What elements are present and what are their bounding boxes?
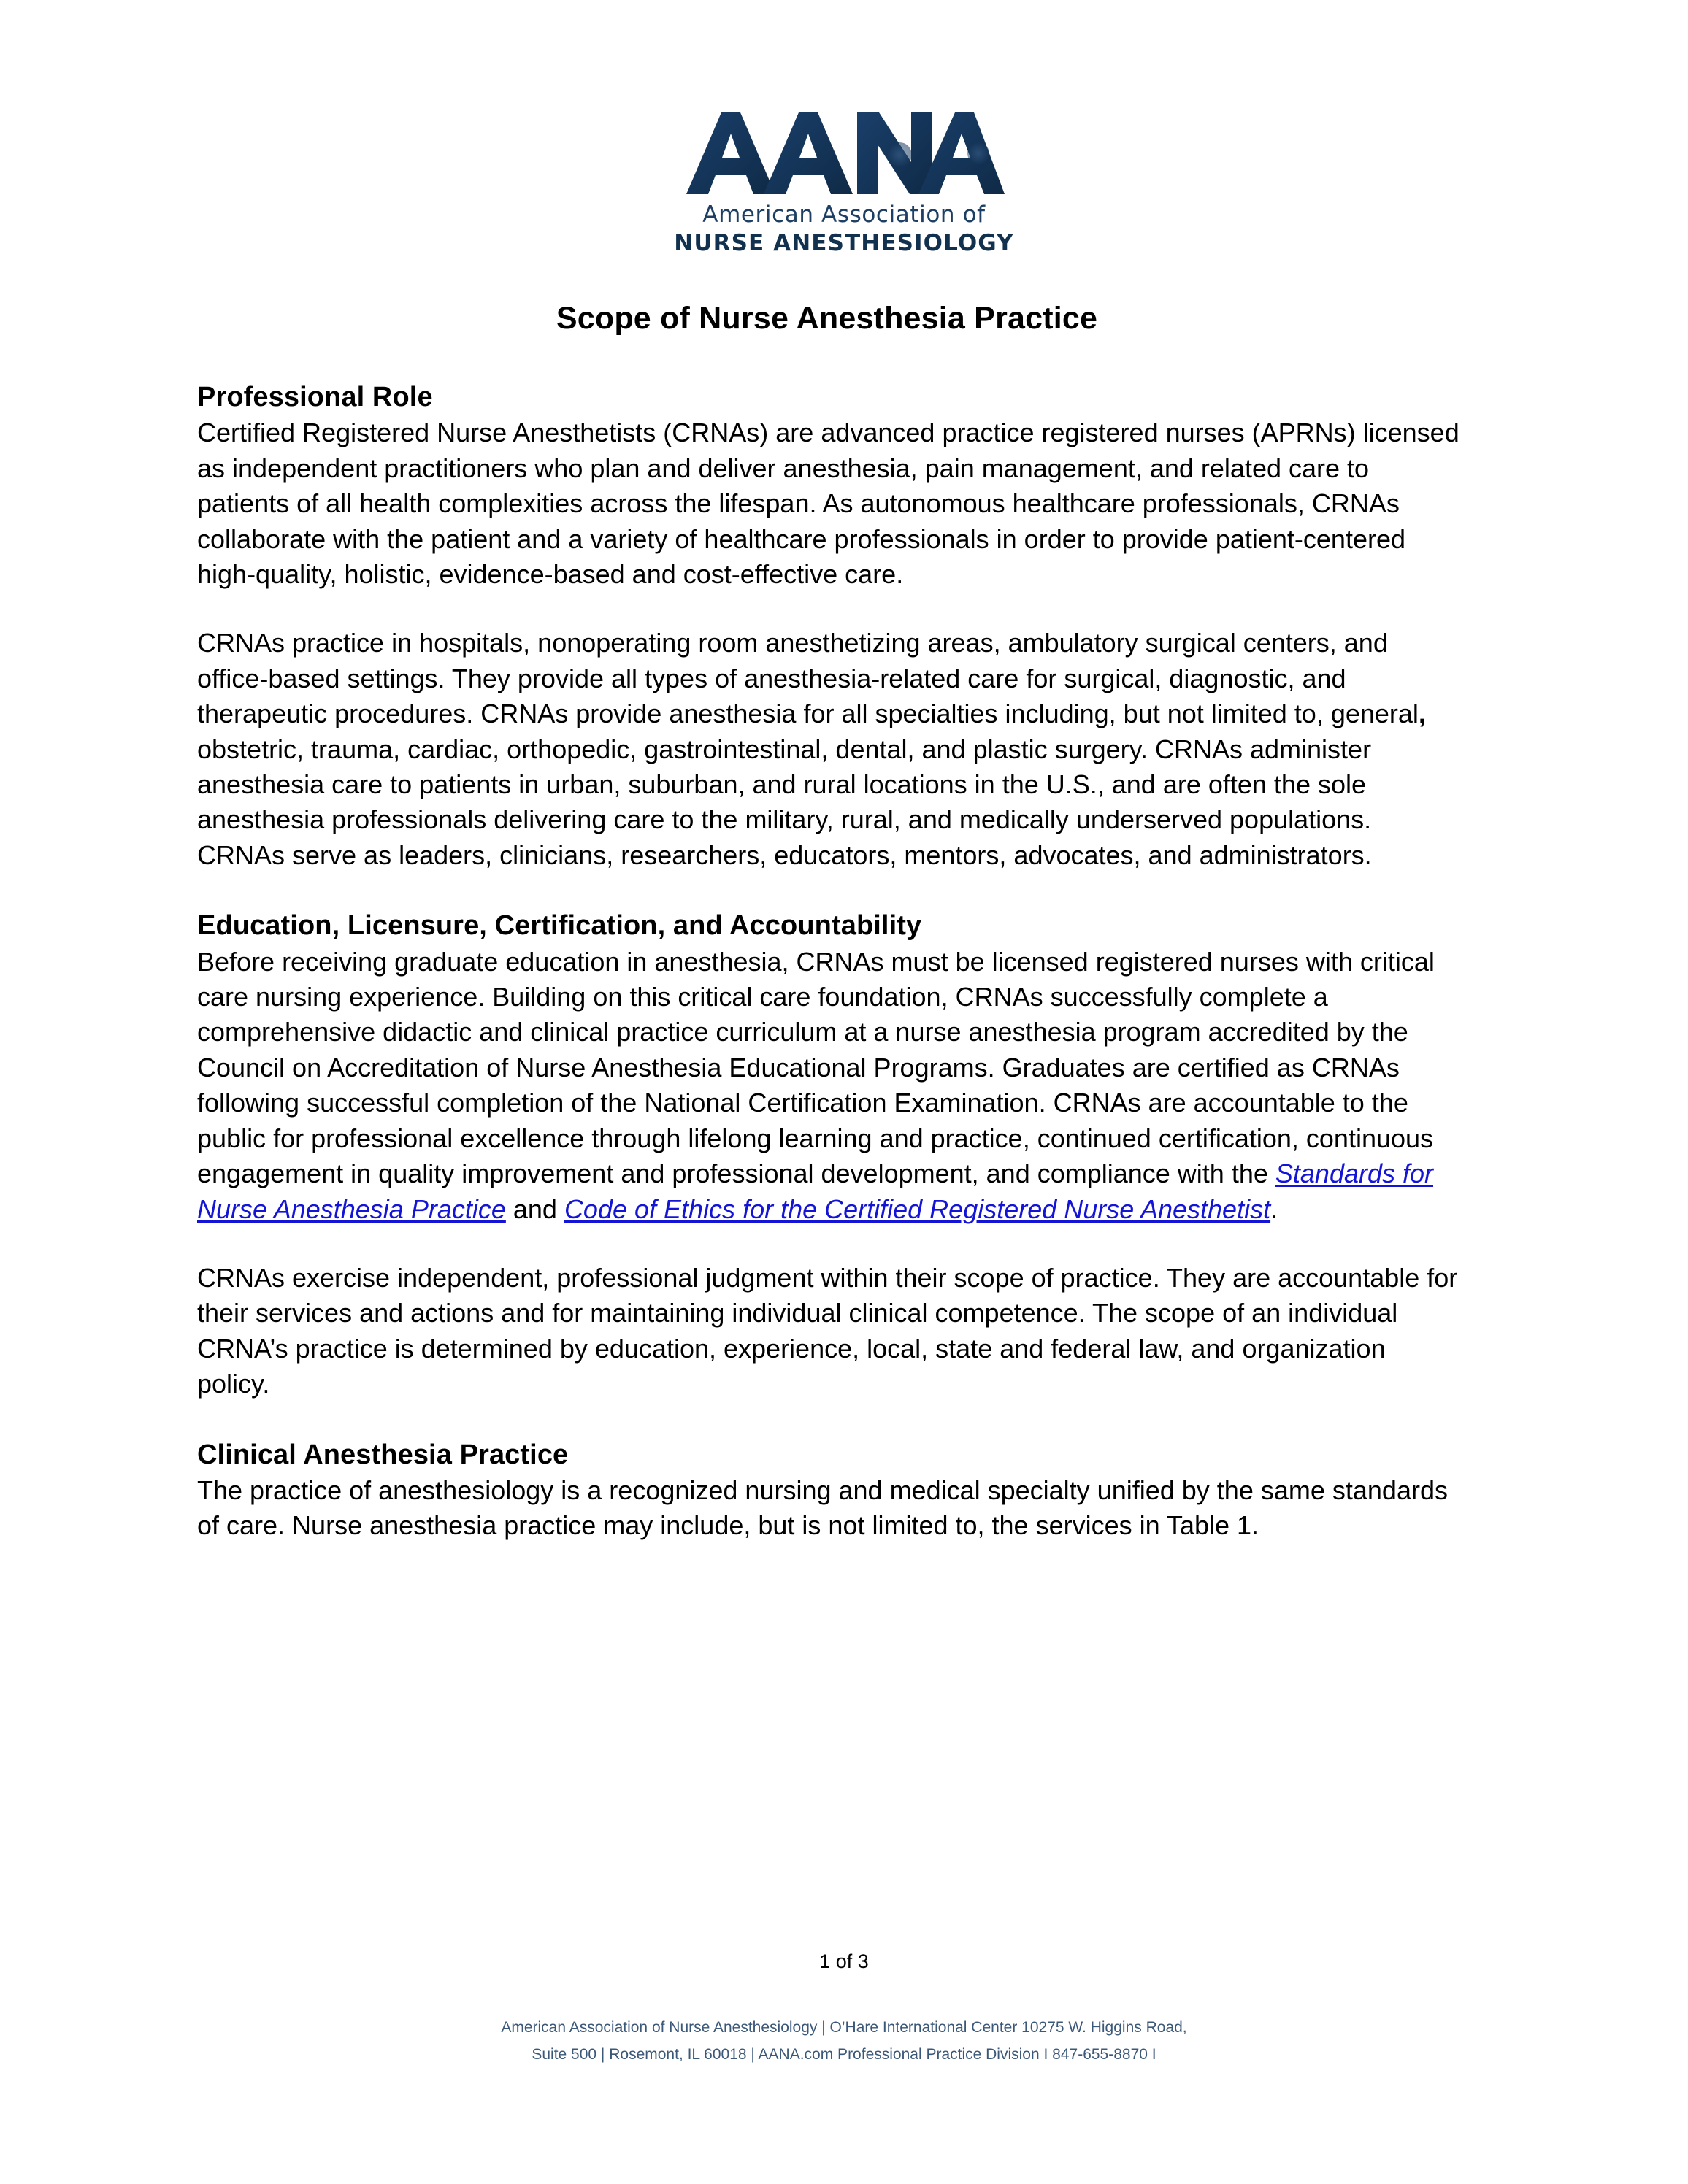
aana-wordmark-icon xyxy=(683,109,1005,197)
aana-logo xyxy=(0,109,1688,257)
document-body xyxy=(197,380,1460,1544)
paragraph-text-part-a: CRNAs practice in hospitals, nonoperating room anesthetizing areas, ambulatory surgical centers, and office-based settings. They provide all types of anesthesia-related care for surgical, diagnostic, and therapeutic procedures. CRNAs provide anesthesia for all specialties including, but not limited to, general xyxy=(197,628,1419,729)
paragraph-education-1 xyxy=(197,945,1460,1227)
footer-address-line1: American Association of Nurse Anesthesiology | O’Hare International Center 10275 W. Higgins Road, xyxy=(501,2019,1187,2036)
page-title: Scope of Nurse Anesthesia Practice xyxy=(556,301,1098,336)
section-spacer xyxy=(197,1402,1460,1437)
link-standards-for-nurse-anesthesia-practice[interactable]: Standards for Nurse Anesthesia Practice xyxy=(197,1158,1434,1224)
section-spacer xyxy=(197,873,1460,908)
paragraph-text-part-b: . xyxy=(1270,1193,1278,1224)
logo-subtitle-line2: NURSE ANESTHESIOLOGY xyxy=(674,230,1014,257)
heading-clinical-anesthesia-practice: Clinical Anesthesia Practice xyxy=(197,1439,569,1470)
paragraph-text-connector: and xyxy=(505,1193,564,1224)
bold-comma-glyph: , xyxy=(1418,699,1426,729)
paragraph-text-part-a: Before receiving graduate education in anesthesia, CRNAs must be licensed registered nurses with critical care nursing experience. Building on this critical care foundation, CRNAs successfully complete a comprehensive didactic and clinical practice curriculum at a nurse anesthesia program accredited by the Council on Accreditation of Nurse Anesthesia Educational Programs. Graduates are certified as CRNAs following successful completion of the National Certification Examination. CRNAs are accountable to the public for professional excellence through lifelong learning and practice, continued certification, continuous engagement in quality improvement and professional development, and compliance with the xyxy=(197,946,1435,1189)
paragraph-spacer xyxy=(197,592,1460,626)
heading-professional-role: Professional Role xyxy=(197,382,433,412)
footer-address-line2: Suite 500 | Rosemont, IL 60018 | AANA.com Professional Practice Division I 847-655-8870 I xyxy=(532,2045,1156,2063)
paragraph-clinical-1: The practice of anesthesiology is a recognized nursing and medical specialty unified by the same standards of care. Nurse anesthesia practice may include, but is not limited to, the services in Table 1. xyxy=(197,1474,1448,1541)
page-number: 1 of 3 xyxy=(819,1950,869,1972)
paragraph-professional-role-2 xyxy=(197,626,1460,873)
paragraph-text-part-b: obstetric, trauma, cardiac, orthopedic, gastrointestinal, dental, and plastic surgery. CRNAs administer anesthesia care to patients in urban, suburban, and rural locations in the U.S., and are often the sole anesthesia professionals delivering care to the military, rural, and medically underserved populations. CRNAs serve as leaders, clinicians, researchers, educators, mentors, advocates, and administrators. xyxy=(197,734,1372,870)
heading-education-licensure: Education, Licensure, Certification, and Accountability xyxy=(197,910,922,942)
paragraph-spacer xyxy=(197,1227,1460,1261)
paragraph-education-2: CRNAs exercise independent, professional judgment within their scope of practice. They are accountable for their services and actions and for maintaining individual clinical competence. The scope of an individual CRNA’s practice is determined by education, experience, local, state and federal law, and organization policy. xyxy=(197,1262,1458,1399)
logo-subtitle-line1: American Association of xyxy=(702,201,986,228)
link-code-of-ethics-crna[interactable]: Code of Ethics for the Certified Registered Nurse Anesthetist xyxy=(564,1193,1271,1224)
paragraph-professional-role-1: Certified Registered Nurse Anesthetists (CRNAs) are advanced practice registered nurses (APRNs) licensed as independent practitioners who plan and deliver anesthesia, pain management, and related care to patients of all health complexities across the lifespan. As autonomous healthcare professionals, CRNAs collaborate with the patient and a variety of healthcare professionals in order to provide patient-centered high-quality, holistic, evidence-based and cost-effective care. xyxy=(197,418,1459,590)
footer xyxy=(0,2015,1688,2069)
